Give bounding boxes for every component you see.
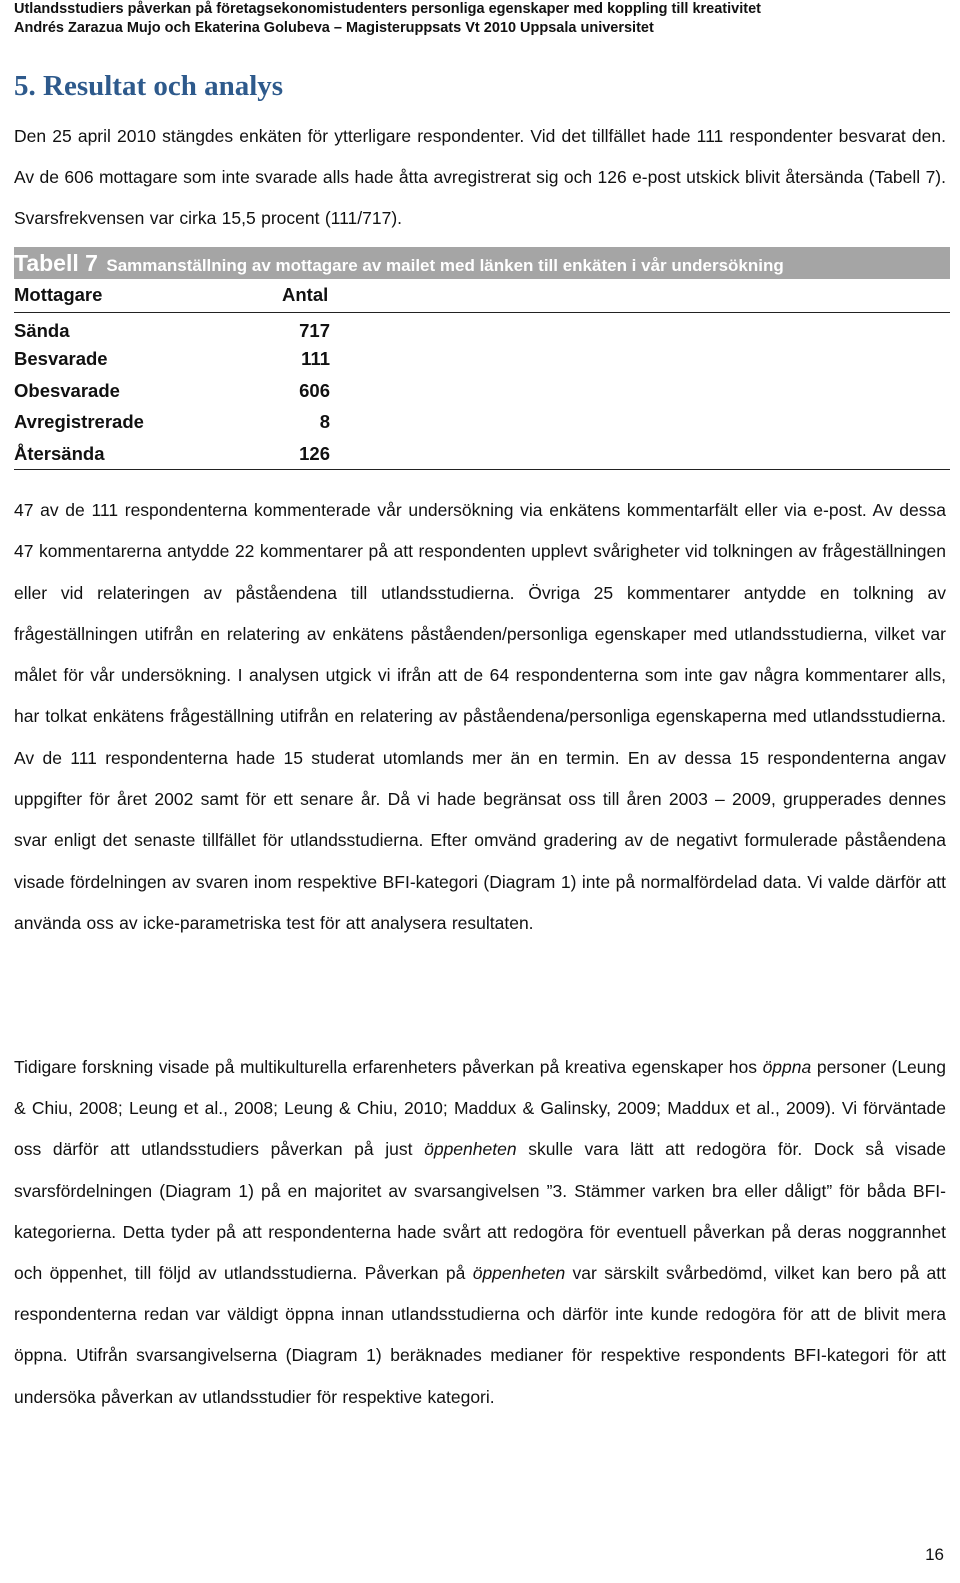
paragraph-text: Tidigare forskning visade på multikulturella erfarenheters påverkan på kreativa egenskaper hos [14,1057,763,1077]
comments-paragraph: 47 av de 111 respondenterna kommenterade vår undersökning via enkätens kommentarfält eller via e-post. Av dessa 47 kommentarerna antydde 22 kommentarer på att respondenten upplevt svårigheter vid tolkningen av frågeställningen eller vid relateringen av påståendena till utlandsstudierna. Övriga 25 kommentarer antydde en tolkning av frågeställningen utifrån en relatering av enkätens påståenden/personliga egenskaper med utlandsstudierna, vilket var målet för vår undersökning. I analysen utgick vi ifrån att de 64 respondenterna som inte gav några kommentarer alls, har tolkat enkätens frågeställning utifrån en relatering av påståendena/personliga egenskaperna med utlandsstudierna. Av de 111 respondenterna hade 15 studerat utomlands mer än en termin. En av dessa 15 respondenterna angav uppgifter för året 2002 samt för ett senare år. Då vi hade begränsat oss till åren 2003 – 2009, grupperades dennes svar enligt det senaste tillfället för utlandsstudierna. Efter omvänd gradering av de negativt formulerade påståendena visade fördelningen av svaren inom respektive BFI-kategori (Diagram 1) inte på normalfördelad data. Vi valde därför att använda oss av icke-parametriska test för att analysera resultaten. [14,500,946,933]
row-label: Obesvarade [14,379,120,401]
header-authors-line: Andrés Zarazua Mujo och Ekaterina Golubeva – Magisteruppsats Vt 2010 Uppsala universitet [14,20,654,36]
table-row [14,312,950,344]
row-value: 717 [299,319,330,341]
paragraph-text: var särskilt svårbedömd, vilket kan bero på att respondenterna redan var väldigt öppna innan utlandsstudierna och därför inte kunde redogöra för att de blivit mera öppna. Utifrån svarsangivelserna (Diagram 1) beräknades medianer för respektive respondents BFI-kategori för att undersöka påverkan av utlandsstudier för respektive kategori. [14,1263,946,1407]
header-title-line: Utlandsstudiers påverkan på företagsekonomistudenters personliga egenskaper med koppling till kreativitet [14,1,761,17]
row-label: Besvarade [14,348,108,370]
row-label: Återsända [14,442,105,464]
row-label: Sända [14,319,70,341]
emphasis-openness: öppenheten [424,1139,517,1160]
table-header-row [14,279,950,312]
table-row [14,407,950,439]
intro-paragraph: Den 25 april 2010 stängdes enkäten för ytterligare respondenter. Vid det tillfället hade 111 respondenter besvarat den. Av de 606 mottagare som inte svarade alls hade åtta avregistrerat sig och 126 e-post utskick blivit återsända (Tabell 7). Svarsfrekvensen var cirka 15,5 procent (111/717). [14,126,946,228]
row-value: 126 [299,442,330,464]
row-value: 606 [299,379,330,401]
row-label: Avregistrerade [14,411,144,433]
document-page [14,0,946,1583]
recipients-table [14,279,950,470]
column-header-count: Antal [282,284,329,306]
running-header [14,0,946,38]
row-value: 111 [301,348,330,370]
table-caption-label: Tabell 7 [14,250,98,276]
column-header-recipients: Mottagare [14,284,103,306]
table-row [14,375,950,407]
page-number: 16 [925,1545,944,1564]
emphasis-openness: öppenheten [472,1263,566,1284]
table-row [14,344,950,376]
section-title: 5. Resultat och analys [14,70,284,102]
expectations-paragraph [14,1047,946,1418]
table-caption-text: Sammanställning av mottagare av mailet med länken till enkäten i vår undersökning [106,256,784,275]
paragraph-text: skulle vara lätt att redogöra för. Dock så visade svarsfördelningen (Diagram 1) på en majoritet av svarsangivelsen ”3. Stämmer varken bra eller dåligt” för båda BFI-kategorierna. Detta tyder på att respondenterna hade svårt att redogöra för eventuell påverkan på deras noggrannhet och öppenhet, till följd av utlandsstudierna. Påverkan på [14,1139,946,1284]
paragraph-text: personer (Leung & Chiu, 2008; Leung et al., 2008; Leung & Chiu, 2010; Maddux & Galinsky, 2009; Maddux et al., 2009). Vi förväntade oss därför att utlandsstudiers påverkan på just [14,1057,946,1160]
emphasis-open: öppna [762,1057,812,1077]
table-row [14,438,950,470]
row-value: 8 [319,411,330,433]
table-caption [14,247,950,279]
